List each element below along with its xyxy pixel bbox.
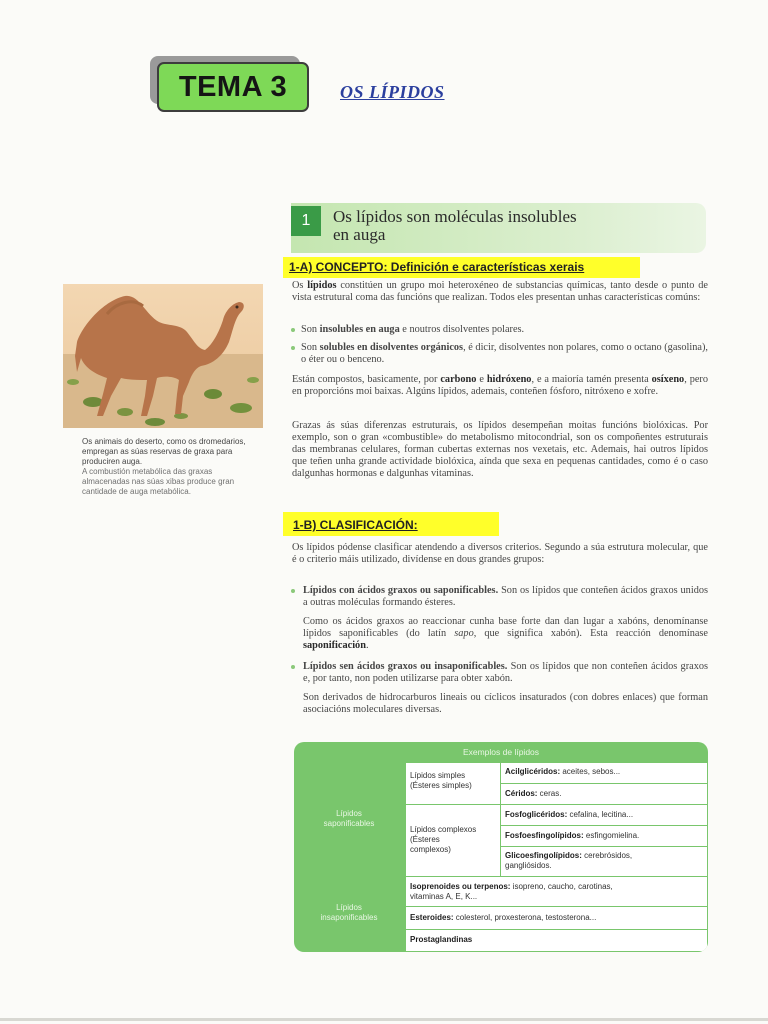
classification-paragraph: Os lípidos pódense clasificar atendendo a diversos criterios. Segundo a súa estrutura molecular, que é o criterio máis utilizado, divídense en dous grandes grupos: [292,542,708,565]
page-title: OS LÍPIDOS [340,82,445,102]
category-insaponificables-line2: insaponificables [320,913,378,922]
photo-caption-main: Os animais do deserto, como os dromedarios, empregan as súas reservas de graxa para produciren auga. [82,437,246,466]
category-saponificables-line1: Lípidos [336,809,362,818]
photo-caption [82,437,262,497]
complexos-line1: Lípidos complexos [410,825,477,834]
table-cell-fosfoesfingolipidos [501,826,707,846]
dromedary-photo [63,284,263,428]
esteroides-name: Esteroides: [410,913,454,922]
table-title: Exemplos de lípidos [462,747,540,757]
intro-text-2: constitúen un grupo moi heteroxéneo de substancias químicas, tanto desde o punto de vista estrutural coma das funcións que realizan. Todos eles presentan unhas características comúns: [292,280,708,303]
bullet-soluble-text-1: Son [301,342,320,353]
bullet-dot [291,346,295,350]
glicoesfingolipidos-examples-1: cerebrósidos, [581,851,633,860]
table-cell-fosfogliceridos [501,805,707,825]
section-title-line2: en auga [333,225,386,244]
bullet-soluble [292,342,708,366]
category-saponificables [294,809,404,829]
composition-text-2: e [476,374,487,385]
table-cell-complexos [406,805,500,876]
saponification-text-2: , que significa xabón). Esta reacción denomínase [473,628,708,639]
table-cell-prostaglandinas [406,930,707,951]
photo-caption-sub: A combustión metabólica das graxas almacenadas nas súas xibas produce gran cantidade de auga metabólica. [82,467,235,496]
bullet-insoluble [292,324,708,336]
bullet-dot [291,589,295,593]
ceridos-examples: ceras. [537,789,562,798]
bullet-insoluble-text-1: Son [301,324,320,335]
prostaglandinas-name: Prostaglandinas [410,935,473,944]
section-1-header [291,203,706,253]
glicoesfingolipidos-name: Glicoesfingolípidos: [505,851,582,860]
bullet-insoluble-text-2: e noutros disolventes polares. [399,324,525,335]
page-bottom-edge [0,1018,768,1021]
simples-line1: Lípidos simples [410,771,466,780]
bullet-dot [291,665,295,669]
bullet-saponifiable [292,585,708,609]
complexos-line3: complexos) [410,845,451,854]
composition-text-3: , e a maioría tamén presenta [531,374,652,385]
isoprenoides-name: Isoprenoides ou terpenos: [410,882,511,891]
category-insaponificables-line1: Lípidos [336,903,362,912]
bullet-soluble-bold: solubles en disolventes orgánicos [319,342,464,353]
isoprenoides-examples-1: isopreno, caucho, carotinas, [510,882,613,891]
bullet-insaponifiable-text: Son os lípidos que non conteñen ácidos graxos e, por tanto, non poden utilizarse para obter xabón. [303,661,708,684]
acilgliceridos-examples: aceites, sebos... [560,767,621,776]
bullet-insaponifiable-bold: Lípidos sen ácidos graxos ou insaponificables. [303,661,508,672]
table-cell-acilgliceridos [501,763,707,783]
table-cell-esteroides [406,907,707,929]
tema-badge: TEMA 3 [157,62,309,112]
intro-text-1: Os [292,280,308,291]
composition-bold-osixeno: osíxeno [651,374,685,385]
fosfogliceridos-examples: cefalina, lecitina... [567,810,634,819]
composition-text-4: , pero en proporcións moi baixas. Algúns lípidos, ademais, conteñen fósforo, nitróxeno e xofre. [292,374,709,397]
subsection-b-heading: 1-B) CLASIFICACIÓN: [283,512,499,536]
composition-paragraph [292,374,708,398]
saponification-text-1: Como os ácidos graxos ao reaccionar cunha base forte dan dan lugar a xabóns, denomínanse lípidos saponificables (do latín [303,616,708,639]
bullet-dot [291,328,295,332]
table-cell-isoprenoides [406,877,707,906]
bullet-insoluble-bold: insolubles en auga [319,324,400,335]
saponification-paragraph [303,616,708,652]
table-cell-ceridos [501,784,707,804]
section-title [333,208,577,244]
subsection-a-heading: 1-A) CONCEPTO: Definición e características xerais [283,257,640,278]
saponification-bold: saponificación [303,640,366,651]
glicoesfingolipidos-examples-2: gangliósidos. [505,861,552,870]
intro-paragraph [292,280,708,304]
intro-bold-lipidos: lípidos [307,280,337,291]
composition-bold-hidroxeno: hidróxeno [486,374,532,385]
derived-paragraph: Son derivados de hidrocarburos lineais ou cíclicos insaturados (con dobres enlaces) que forman asociacións moleculares diversas. [303,692,708,715]
category-saponificables-line2: saponificables [323,819,375,828]
category-insaponificables [294,903,404,923]
composition-text-1: Están compostos, basicamente, por [292,374,441,385]
bullet-saponifiable-bold: Lípidos con ácidos graxos ou saponificables. [303,585,499,596]
esteroides-examples: colesterol, proxesterona, testosterona... [453,913,597,922]
complexos-line2: (Ésteres [410,835,440,844]
fosfogliceridos-name: Fosfoglicéridos: [505,810,568,819]
ceridos-name: Céridos: [505,789,538,798]
section-title-line1: Os lípidos son moléculas insolubles [333,207,577,226]
saponification-italic-sapo: sapo [454,628,474,639]
bullet-saponifiable-text: Son os lípidos que conteñen ácidos graxos unidos a outras moléculas formando ésteres. [303,585,708,608]
section-number: 1 [291,206,321,236]
saponification-text-3: . [365,640,369,651]
isoprenoides-examples-2: vitaminas A, E, K... [410,892,478,901]
bullet-insaponifiable [292,661,708,685]
table-cell-simples [406,763,500,804]
lipids-examples-table [294,742,708,952]
camel-image-icon [63,284,263,428]
table-cell-glicoesfingolipidos [501,847,707,876]
bullet-soluble-text-2: , é dicir, disolventes non polares, como o octano (gasolina), o éter ou o benceno. [301,342,709,365]
acilgliceridos-name: Acilglicéridos: [505,767,561,776]
composition-bold-carbono: carbono [440,374,477,385]
fosfoesfingolipidos-name: Fosfoesfingolípidos: [505,831,584,840]
fosfoesfingolipidos-examples: esfingomielina. [583,831,640,840]
simples-line2: (Ésteres simples) [410,781,472,790]
functions-paragraph: Grazas ás súas diferenzas estruturais, os lípidos desempeñan moitas funcións biolóxicas. Por exemplo, son o gran «combustible» do metabolismo mitocondrial, son os compoñentes estruturais das membranas celulares, forman cubertas externas nos vexetais, etc. Ademais, hai outros lípidos que teñen unha grande actividade biolóxica, aínda que sexa en pequenas cantidades, como é o caso dalgunhas hormonas e dalgunhas vitaminas. [292,420,708,479]
